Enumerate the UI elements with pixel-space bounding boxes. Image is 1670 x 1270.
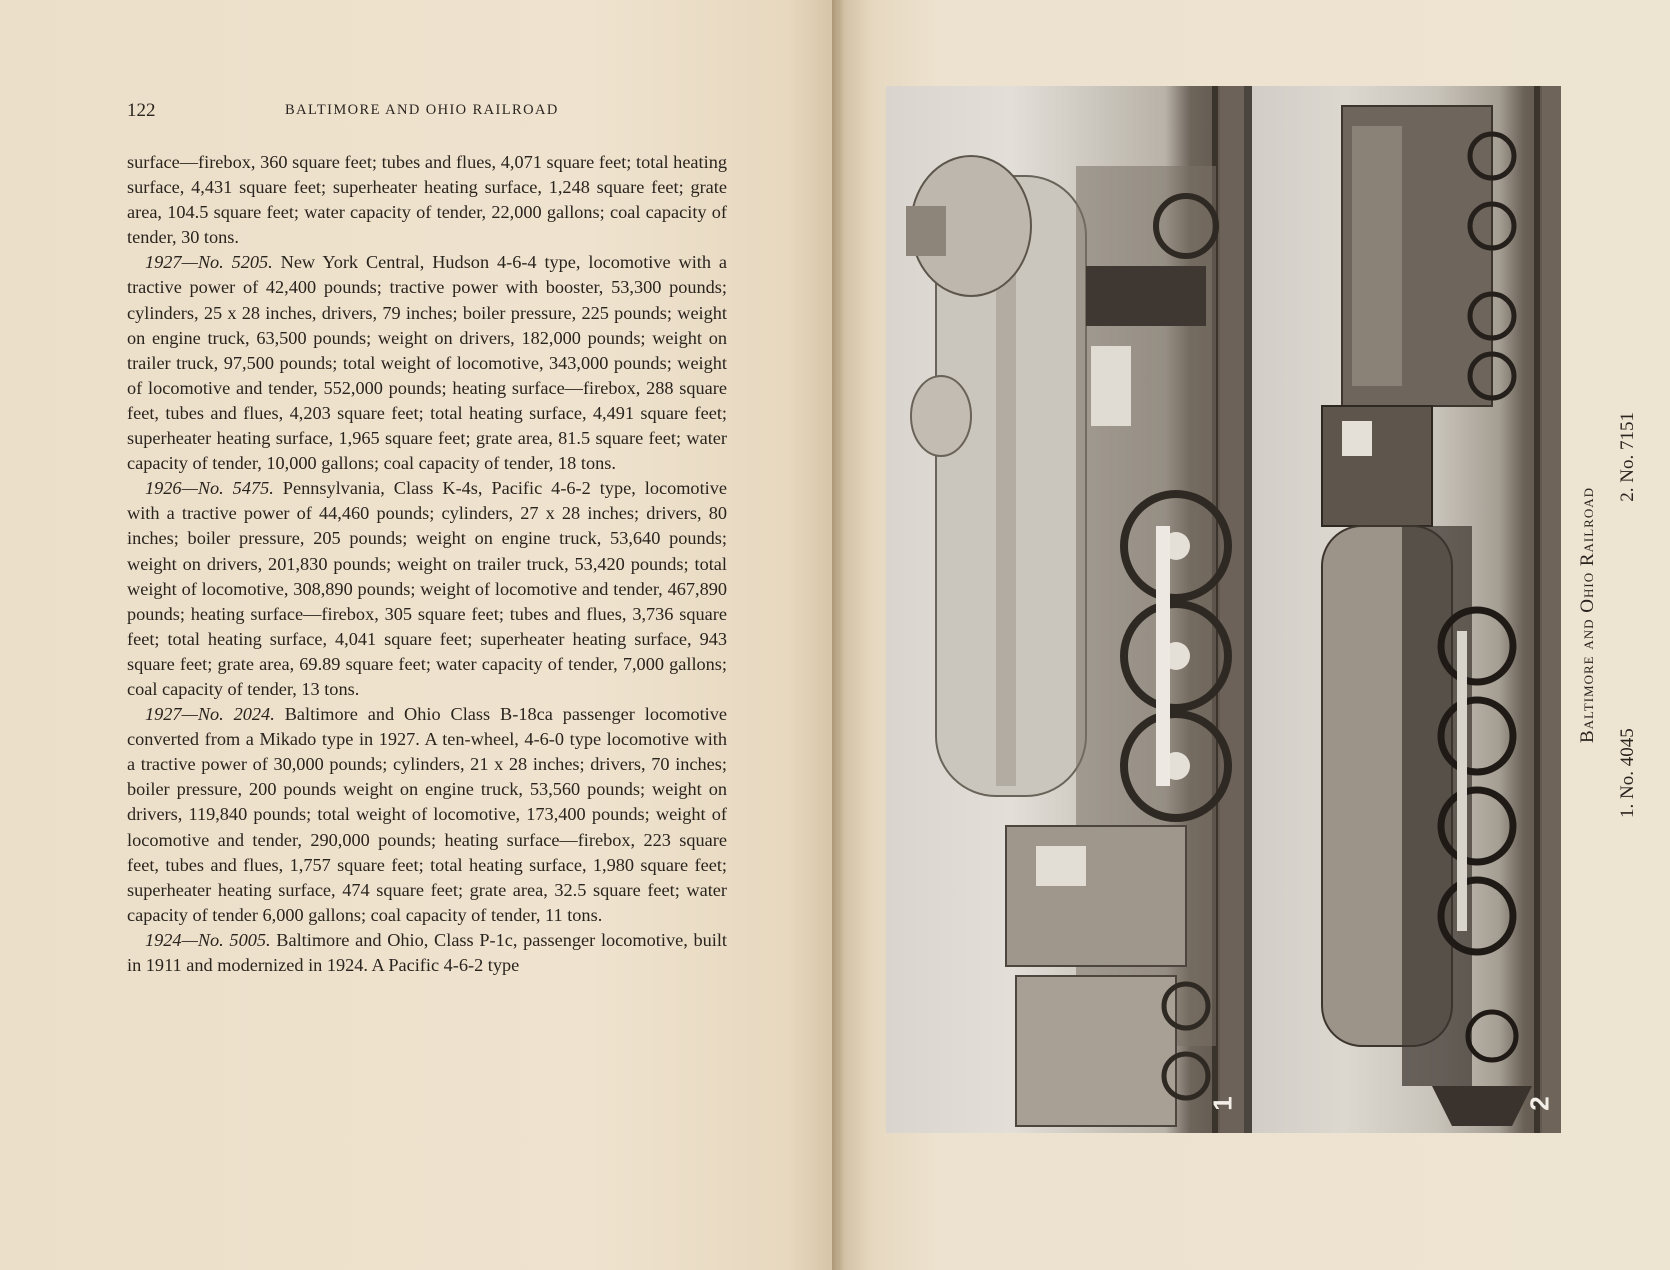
paragraph-text: Baltimore and Ohio Class B-18ca passenger locomotive converted from a Mikado type in 1927. A ten-wheel, 4-6-0 type locomotive with a tractive power of 30,000 pounds; cylinders, 21 x 28 inches; drivers, 70 inches; boiler pressure, 200 pounds weight on engine truck, 53,560 pounds; weight on drivers, 119,840 pounds; total weight of locomotive, 173,400 pounds; weight of locomotive and tender, 290,000 pounds; heating surface—firebox, 223 square feet, tubes and flues, 1,757 square feet; total heating surface, 1,980 square feet; superheater heating surface, 474 square feet; grate area, 32.5 square feet; water capacity of tender 6,000 gallons; coal capacity of tender, 11 tons. — [127, 704, 727, 925]
paragraph — [127, 476, 727, 702]
caption-item-1: 1. No. 4045 — [1617, 728, 1638, 818]
paragraph — [127, 150, 727, 250]
entry-heading: 1926—No. 5475. — [145, 478, 274, 499]
locomotive-illustration-2 — [1252, 86, 1561, 1133]
entry-heading: 1927—No. 5205. — [145, 252, 273, 273]
page-number: 122 — [127, 100, 156, 121]
running-title: BALTIMORE AND OHIO RAILROAD — [285, 102, 559, 118]
paragraph-text: surface—firebox, 360 square feet; tubes and flues, 4,071 square feet; total heating surface, 4,431 square feet; superheater heating surface, 1,248 square feet; grate area, 104.5 square feet; water capacity of tender, 22,000 gallons; coal capacity of tender, 30 tons. — [127, 152, 727, 248]
paragraph-text: Baltimore and Ohio, Class P-1c, passenger locomotive, built in 1911 and modernized in 1924. A Pacific 4-6-2 type — [127, 929, 727, 975]
book-gutter — [832, 0, 844, 1270]
body-text — [127, 150, 727, 978]
photo-plate — [886, 86, 1561, 1133]
locomotive-photo-1 — [886, 86, 1244, 1133]
paragraph — [127, 250, 727, 476]
caption-rotated — [1571, 400, 1651, 830]
paragraph — [127, 928, 727, 978]
plate-number-1: 1 — [1207, 1096, 1238, 1111]
locomotive-photo-2 — [1252, 86, 1561, 1133]
plate-number-2: 2 — [1524, 1096, 1555, 1111]
locomotive-illustration-1 — [886, 86, 1244, 1133]
running-head — [127, 100, 727, 128]
entry-heading: 1927—No. 2024. — [145, 704, 275, 725]
caption-title: Baltimore and Ohio Railroad — [1577, 486, 1598, 744]
paragraph-text: New York Central, Hudson 4-6-4 type, locomotive with a tractive power of 42,400 pounds; tractive power with booster, 53,300 pounds; cylinders, 25 x 28 inches, drivers, 79 inches; boiler pressure, 225 pounds; weight on engine truck, 63,500 pounds; weight on drivers, 182,000 pounds; weight on trailer truck, 97,500 pounds; total weight of locomotive, 343,000 pounds; weight of locomotive and tender, 552,000 pounds; heating surface—firebox, 288 square feet, tubes and flues, 4,203 square feet; total heating surface, 4,491 square feet; superheater heating surface, 1,965 square feet; grate area, 81.5 square feet; water capacity of tender, 10,000 gallons; coal capacity of tender, 18 tons. — [127, 252, 727, 474]
paragraph-text: Pennsylvania, Class K-4s, Pacific 4-6-2 type, locomotive with a tractive power of 44,460 pounds; cylinders, 27 x 28 inches; drivers, 80 inches; boiler pressure, 205 pounds; weight on engine truck, 53,640 pounds; weight on drivers, 201,830 pounds; weight on trailer truck, 53,420 pounds; total weight of locomotive, 308,890 pounds; weight of locomotive and tender, 467,890 pounds; heating surface—firebox, 305 square feet; tubes and flues, 3,736 square feet; total heating surface, 4,041 square feet; superheater heating surface, 943 square feet; grate area, 69.89 square feet; water capacity of tender, 7,000 gallons; coal capacity of tender, 13 tons. — [127, 478, 727, 699]
entry-heading: 1924—No. 5005. — [145, 929, 271, 950]
plate-caption — [1556, 400, 1666, 830]
caption-item-2: 2. No. 7151 — [1617, 412, 1638, 502]
paragraph — [127, 702, 727, 928]
